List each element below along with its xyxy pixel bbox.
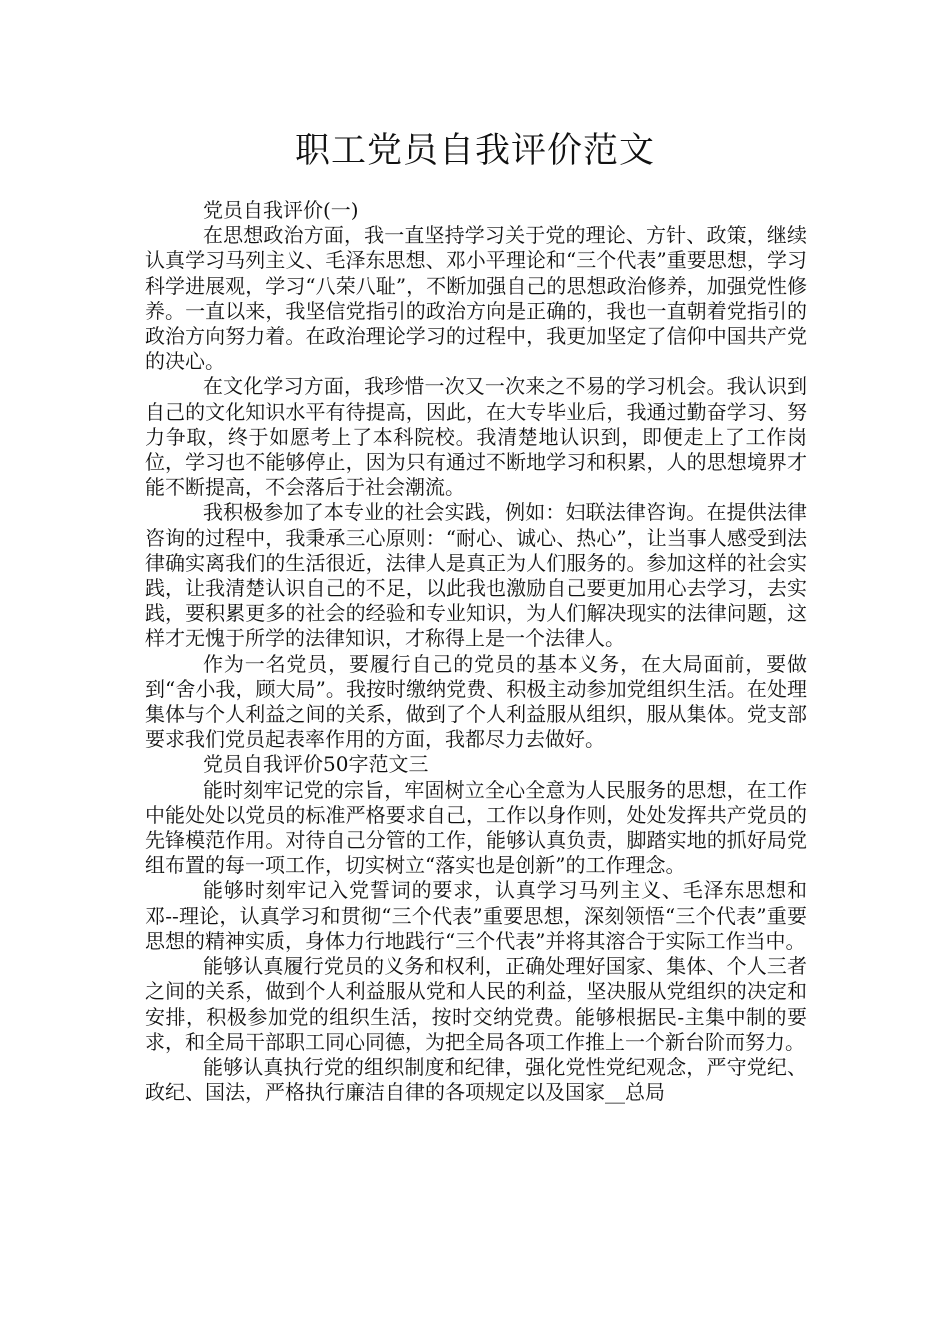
paragraph-heading-1: 党员自我评价(一) (203, 198, 359, 222)
paragraph: 能够认真履行党员的义务和权利，正确处理好国家、集体、个人三者之间的关系，做到个人利益服从党和人民的利益，坚决服从党组织的决定和安排，积极参加党的组织生活，按时交纳党费。能够根据民-主集中制的要求，和全局干部职工同心同德，为把全局各项工作推上一个新台阶而努力。 (145, 954, 807, 1054)
paragraph: 在思想政治方面，我一直坚持学习关于党的理论、方针、政策，继续认真学习马列主义、毛泽东思想、邓小平理论和“三个代表”重要思想，学习科学进展观，学习“八荣八耻”，不断加强自己的思想政治修养，加强党性修养。一直以来，我坚信党指引的政治方向是正确的，我也一直朝着党指引的政治方向努力着。在政治理论学习的过程中，我更加坚定了信仰中国共产党的决心。 (145, 223, 807, 374)
document-body (145, 198, 807, 1105)
paragraph: 在文化学习方面，我珍惜一次又一次来之不易的学习机会。我认识到自己的文化知识水平有待提高，因此，在大专毕业后，我通过勤奋学习、努力争取，终于如愿考上了本科院校。我清楚地认识到，即便走上了工作岗位，学习也不能够停止，因为只有通过不断地学习和积累，人的思想境界才能不断提高，不会落后于社会潮流。 (145, 374, 807, 500)
paragraph: 能够认真执行党的组织制度和纪律，强化党性党纪观念，严守党纪、政纪、国法，严格执行廉洁自律的各项规定以及国家__总局 (145, 1054, 807, 1105)
paragraph: 作为一名党员，要履行自己的党员的基本义务，在大局面前，要做到“舍小我，顾大局”。我按时缴纳党费、积极主动参加党组织生活。在处理集体与个人利益之间的关系，做到了个人利益服从组织，服从集体。党支部要求我们党员起表率作用的方面，我都尽力去做好。 (145, 651, 807, 752)
paragraph: 能够时刻牢记入党誓词的要求，认真学习马列主义、毛泽东思想和邓--理论，认真学习和贯彻“三个代表”重要思想，深刻领悟“三个代表”重要思想的精神实质，身体力行地践行“三个代表”并将其溶合于实际工作当中。 (145, 878, 807, 953)
paragraph: 我积极参加了本专业的社会实践，例如：妇联法律咨询。在提供法律咨询的过程中，我秉承三心原则：“耐心、诚心、热心”，让当事人感受到法律确实离我们的生活很近，法律人是真正为人们服务的。参加这样的社会实践，让我清楚认识自己的不足，以此我也激励自己要更加用心去学习，去实践，要积累更多的社会的经验和专业知识，为人们解决现实的法律问题，这样才无愧于所学的法律知识，才称得上是一个法律人。 (145, 500, 807, 651)
paragraph-heading-2: 党员自我评价50字范文三 (203, 752, 429, 777)
paragraph: 能时刻牢记党的宗旨，牢固树立全心全意为人民服务的思想，在工作中能处处以党员的标准严格要求自己，工作以身作则，处处发挥共产党员的先锋模范作用。对待自己分管的工作，能够认真负责，脚踏实地的抓好局党组布置的每一项工作，切实树立“落实也是创新”的工作理念。 (145, 777, 807, 878)
document-title: 职工党员自我评价范文 (294, 131, 655, 171)
